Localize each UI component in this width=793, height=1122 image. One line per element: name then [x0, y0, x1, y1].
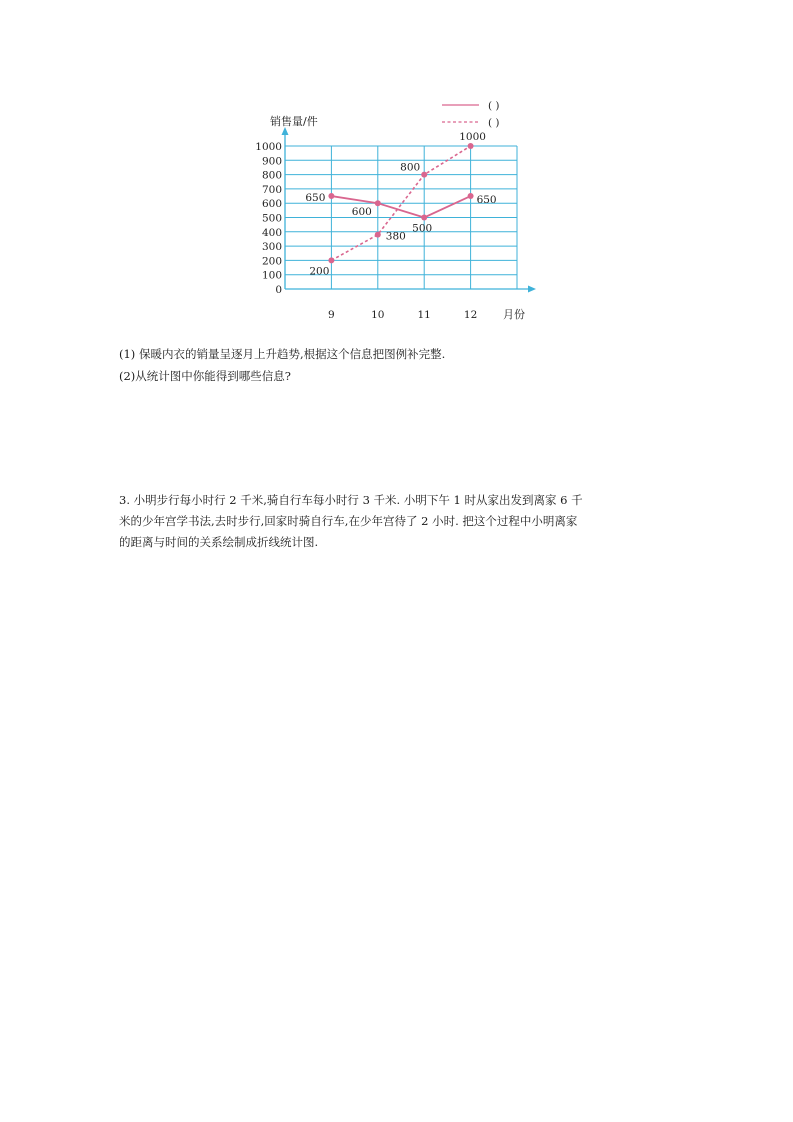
data-point	[421, 172, 427, 178]
y-tick-label: 100	[261, 269, 282, 282]
y-tick-labels	[255, 141, 282, 296]
y-tick-label: 900	[261, 155, 282, 168]
y-tick-label: 600	[261, 198, 282, 211]
y-tick-label: 700	[261, 183, 282, 196]
question-2: (2)从统计图中你能得到哪些信息?	[119, 369, 291, 383]
question-3-line-3: 的距离与时间的关系绘制成折线统计图.	[119, 535, 319, 549]
y-tick-label: 0	[275, 284, 282, 296]
x-tick-label: 10	[371, 309, 385, 321]
data-label: 600	[351, 206, 372, 219]
legend-label: ( )	[488, 117, 500, 129]
x-tick-label: 9	[328, 309, 335, 321]
data-point	[328, 193, 334, 199]
data-point	[468, 143, 474, 149]
y-tick-label: 200	[261, 255, 282, 268]
data-label: 500	[412, 222, 433, 235]
sales-line-chart	[250, 95, 550, 330]
data-point	[468, 193, 474, 199]
y-axis-label: 销售量/件	[270, 115, 318, 128]
chart-legend	[442, 100, 500, 129]
x-tick-labels	[328, 309, 477, 321]
data-label: 800	[400, 161, 421, 174]
data-label: 650	[305, 192, 326, 205]
x-axis-label: 月份	[503, 308, 525, 321]
question-1: (1) 保暖内衣的销量呈逐月上升趋势,根据这个信息把图例补完整.	[119, 347, 446, 361]
question-3	[119, 490, 679, 553]
question-3-line-2: 米的少年宫学书法,去时步行,回家时骑自行车,在少年宫待了 2 小时. 把这个过程中小明离家	[119, 514, 578, 528]
y-tick-label: 300	[261, 241, 282, 254]
legend-label: ( )	[488, 100, 500, 112]
question-3-line-1: 3. 小明步行每小时行 2 千米,骑自行车每小时行 3 千米. 小明下午 1 时从家出发到离家 6 千	[119, 493, 583, 507]
x-tick-label: 12	[463, 309, 478, 321]
y-tick-label: 400	[261, 226, 282, 239]
data-point	[421, 215, 427, 221]
y-tick-label: 800	[261, 169, 282, 182]
data-point	[328, 257, 334, 263]
x-axis-arrow	[528, 286, 536, 293]
data-label: 650	[476, 194, 497, 207]
data-labels	[305, 131, 496, 277]
data-label: 200	[309, 265, 330, 278]
y-axis-arrow	[282, 127, 289, 135]
y-tick-label: 500	[261, 212, 282, 225]
x-tick-label: 11	[417, 309, 431, 321]
data-label: 1000	[459, 131, 486, 143]
data-point	[375, 200, 381, 206]
data-point	[375, 232, 381, 238]
data-label: 380	[385, 230, 406, 243]
y-tick-label: 1000	[255, 141, 282, 153]
